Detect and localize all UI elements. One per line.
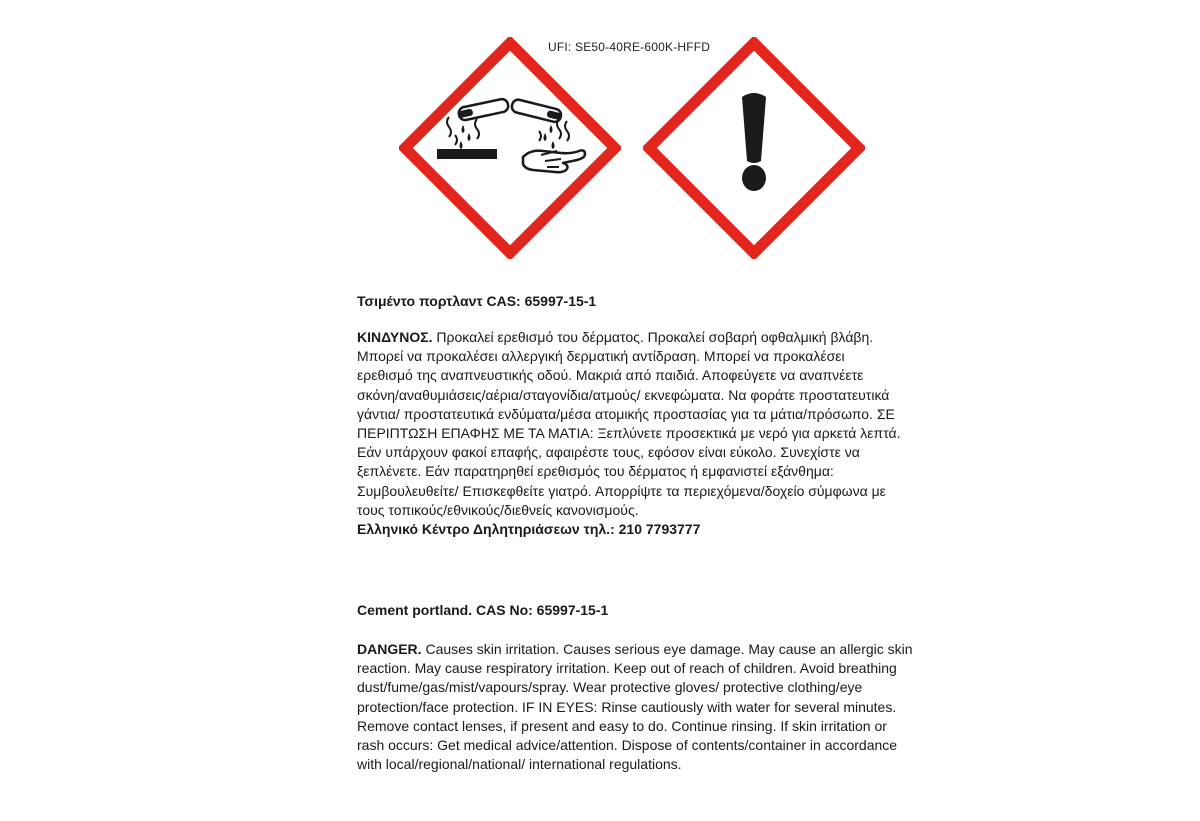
- exclamation-icon: [643, 37, 865, 259]
- corrosion-icon: [399, 37, 621, 259]
- exclamation-pictogram: [643, 37, 865, 259]
- english-hazard-text: [357, 640, 917, 774]
- greek-body-paragraph: [357, 328, 902, 520]
- greek-product-title: [357, 292, 937, 311]
- english-statements: Causes skin irritation. Causes serious eye damage. May cause an allergic skin reaction. May cause respiratory irritation. Keep out of reach of children. Avoid breathing dust/fume/gas/mist/vapours/spray. Wear protective gloves/ protective clothing/eye protection/face protection. IF IN EYES: Rinse cautiously with water for several minutes. Remove contact lenses, if present and easy to do. Continue rinsing. If skin irritation or rash occurs: Get medical advice/attention. Dispose of contents/container in accordance with local/regional/national/ international regulations.: [357, 641, 913, 773]
- ufi-code: UFI: SE50-40RE-600K-HFFD: [548, 40, 711, 54]
- corrosion-pictogram: [399, 37, 621, 259]
- greek-statements: Προκαλεί ερεθισμό του δέρματος. Προκαλεί σοβαρή οφθαλμική βλάβη. Μπορεί να προκαλέσει αλλεργική δερματική αντίδραση. Μπορεί να προκαλέσει ερεθισμό της αναπνευστικής οδού. Μακριά από παιδιά. Αποφεύγετε να αναπνέετε σκόνη/αναθυμιάσεις/αέρια/σταγονίδια/ατμούς/ εκνεφώματα. Να φοράτε προστατευτικά γάντια/ προστατευτικά ενδύματα/μέσα ατομικής προστασίας για τα μάτια/πρόσωπο. ΣΕ ΠΕΡΙΠΤΩΣΗ ΕΠΑΦΗΣ ΜΕ ΤΑ ΜΑΤΙΑ: Ξεπλύνετε προσεκτικά με νερό για αρκετά λεπτά. Εάν υπάρχουν φακοί επαφής, αφαιρέστε τους, εφόσον είναι εύκολο. Συνεχίστε να ξεπλένετε. Εάν παρατηρηθεί ερεθισμός του δέρματος ή εμφανιστεί εξάνθημα: Συμβουλευθείτε/ Επισκεφθείτε γιατρό. Απορρίψτε τα περιεχόμενα/δοχείο σύμφωνα με τους τοπικούς/εθνικούς/διεθνείς κανονισμούς.: [357, 329, 901, 518]
- greek-poison-center: Ελληνικό Κέντρο Δηλητηριάσεων τηλ.: 210 7793777: [357, 521, 701, 538]
- greek-hazard-text: [357, 328, 902, 539]
- greek-title-text: Τσιμέντο πορτλαντ CAS: 65997-15-1: [357, 293, 597, 309]
- english-title-text: Cement portland. CAS No: 65997-15-1: [357, 602, 609, 618]
- english-body-paragraph: [357, 640, 917, 774]
- english-product-title: [357, 601, 937, 620]
- english-signal-word: DANGER.: [357, 641, 422, 657]
- greek-signal-word: ΚΙΝΔΥΝΟΣ.: [357, 329, 433, 345]
